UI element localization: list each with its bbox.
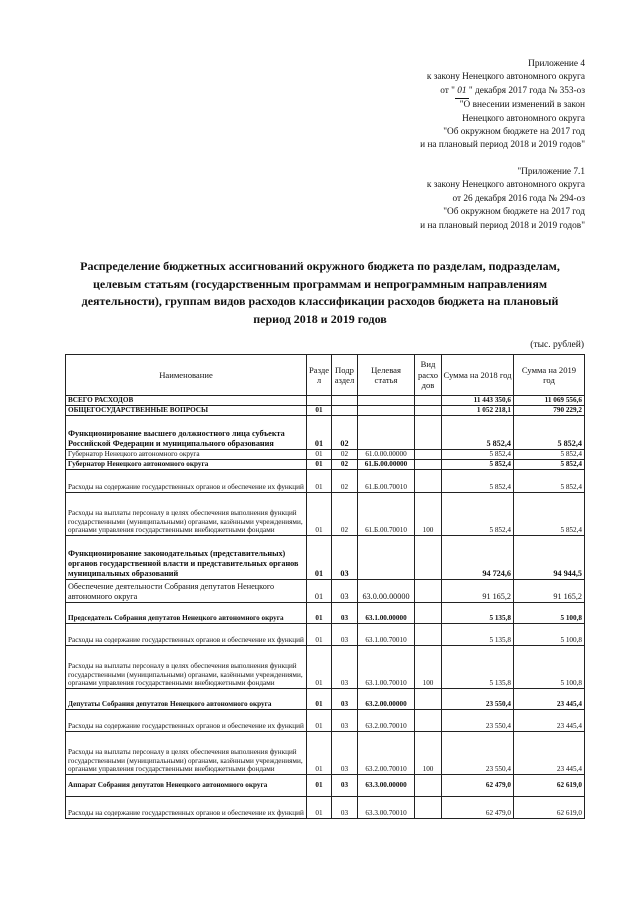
table-row [66, 406, 585, 416]
header-expense-type: Вид расхо дов [415, 355, 442, 396]
row-podrazdel: 03 [332, 580, 358, 603]
row-vid [415, 450, 442, 460]
row-sum-2019: 23 445,4 [514, 689, 585, 710]
row-name: Расходы на содержание государственных органов и обеспечение их функций [66, 710, 307, 732]
row-podrazdel: 03 [332, 797, 358, 819]
row-sum-2018: 23 550,4 [442, 689, 514, 710]
row-podrazdel: 03 [332, 775, 358, 797]
appendix-4-line: к закону Ненецкого автономного округа [426, 72, 585, 83]
row-razdel: 01 [307, 797, 332, 819]
row-razdel: 01 [307, 775, 332, 797]
row-vid [415, 416, 442, 450]
row-statya: 61.Б.00.70010 [358, 470, 415, 493]
appendix-7-1-line: "Приложение 7.1 [517, 167, 585, 177]
row-podrazdel: 02 [332, 416, 358, 450]
row-statya: 63.1.00.70010 [358, 646, 415, 689]
appendix-4-line: Ненецкого автономного округа [462, 113, 585, 124]
row-vid [415, 536, 442, 580]
row-sum-2018: 5 135,8 [442, 603, 514, 624]
table-row [66, 689, 585, 710]
table-row [66, 624, 585, 646]
row-razdel: 01 [307, 406, 332, 416]
appendix-4-line: "О внесении изменений в закон [459, 100, 585, 111]
row-sum-2019: 11 069 556,6 [514, 396, 585, 406]
header-name: Наименование [66, 355, 307, 396]
units-label: (тыс. рублей) [530, 340, 584, 350]
row-statya: 63.3.00.70010 [358, 797, 415, 819]
appendix-4-date-line [420, 85, 585, 99]
row-statya [358, 416, 415, 450]
row-sum-2019: 23 445,4 [514, 732, 585, 775]
row-vid: 100 [415, 732, 442, 775]
row-name: ВСЕГО РАСХОДОВ [66, 396, 307, 406]
table-row [66, 646, 585, 689]
header-target-article: Целевая статья [358, 355, 415, 396]
table-row [66, 493, 585, 536]
date-prefix: от " [440, 85, 455, 96]
document-title: Распределение бюджетных ассигнований окружного бюджета по разделам, подразделам, целевым статьям (государственным программам и непрограммным направлениям деятельности), группам видов расходов классификации расходов бюджета на плановый период 2018 и 2019 годов [80, 259, 560, 326]
row-sum-2019: 62 619,0 [514, 775, 585, 797]
row-vid [415, 775, 442, 797]
budget-table [65, 354, 585, 819]
row-statya: 61.Б.00.70010 [358, 493, 415, 536]
row-statya [358, 536, 415, 580]
row-statya: 61.0.00.00000 [358, 450, 415, 460]
row-vid [415, 460, 442, 470]
row-vid [415, 603, 442, 624]
row-vid: 100 [415, 493, 442, 536]
row-razdel [307, 396, 332, 406]
row-sum-2018: 94 724,6 [442, 536, 514, 580]
row-sum-2019: 5 852,4 [514, 460, 585, 470]
table-row [66, 416, 585, 450]
row-razdel: 01 [307, 460, 332, 470]
row-sum-2019: 5 852,4 [514, 416, 585, 450]
row-name: Депутаты Собрания депутатов Ненецкого автономного округа [66, 689, 307, 710]
row-name: Расходы на выплаты персоналу в целях обеспечения выполнения функций государственными (муниципальными) органами, казёнными учреждениями, органами управления государственными внебюджетными фондами [66, 732, 307, 775]
row-name: Губернатор Ненецкого автономного округа [66, 450, 307, 460]
row-name: Губернатор Ненецкого автономного округа [66, 460, 307, 470]
row-razdel: 01 [307, 624, 332, 646]
row-name: Расходы на выплаты персоналу в целях обеспечения выполнения функций государственными (муниципальными) органами, казёнными учреждениями, органами управления государственными внебюджетными фондами [66, 646, 307, 689]
row-sum-2019: 5 100,8 [514, 646, 585, 689]
table-row [66, 396, 585, 406]
header-sum-2018: Сумма на 2018 год [442, 355, 514, 396]
row-statya: 63.1.00.70010 [358, 624, 415, 646]
row-podrazdel: 03 [332, 732, 358, 775]
row-name: Расходы на содержание государственных органов и обеспечение их функций [66, 624, 307, 646]
row-sum-2019: 5 852,4 [514, 493, 585, 536]
row-vid [415, 710, 442, 732]
row-razdel: 01 [307, 603, 332, 624]
row-statya: 63.3.00.00000 [358, 775, 415, 797]
row-podrazdel: 02 [332, 493, 358, 536]
row-podrazdel: 03 [332, 689, 358, 710]
row-statya: 63.0.00.00000 [358, 580, 415, 603]
row-vid [415, 624, 442, 646]
row-name: Обеспечение деятельности Собрания депутатов Ненецкого автономного округа [66, 580, 307, 603]
row-statya: 61.Б.00.00000 [358, 460, 415, 470]
row-razdel: 01 [307, 689, 332, 710]
appendix-7-1-line: и на плановый период 2018 и 2019 годов" [420, 220, 585, 231]
row-sum-2019: 5 852,4 [514, 450, 585, 460]
appendix-7-1-note [420, 166, 585, 233]
row-razdel: 01 [307, 493, 332, 536]
row-podrazdel: 03 [332, 536, 358, 580]
row-sum-2018: 1 052 218,1 [442, 406, 514, 416]
row-podrazdel: 02 [332, 460, 358, 470]
row-statya [358, 406, 415, 416]
row-razdel: 01 [307, 536, 332, 580]
row-sum-2018: 5 852,4 [442, 470, 514, 493]
appendix-4-line: "Об окружном бюджете на 2017 год [443, 127, 585, 138]
row-sum-2018: 23 550,4 [442, 732, 514, 775]
table-row [66, 732, 585, 775]
row-podrazdel: 02 [332, 470, 358, 493]
row-statya: 63.2.00.00000 [358, 689, 415, 710]
row-vid [415, 689, 442, 710]
row-sum-2018: 5 135,8 [442, 646, 514, 689]
row-podrazdel: 02 [332, 450, 358, 460]
row-name: Расходы на содержание государственных органов и обеспечение их функций [66, 797, 307, 819]
table-row [66, 536, 585, 580]
row-sum-2018: 5 852,4 [442, 450, 514, 460]
row-sum-2019: 94 944,5 [514, 536, 585, 580]
row-sum-2019: 91 165,2 [514, 580, 585, 603]
row-podrazdel: 03 [332, 710, 358, 732]
row-razdel: 01 [307, 580, 332, 603]
row-podrazdel [332, 406, 358, 416]
row-sum-2018: 62 479,0 [442, 797, 514, 819]
handwritten-day: 01 [455, 85, 469, 99]
row-vid [415, 580, 442, 603]
row-statya: 63.1.00.00000 [358, 603, 415, 624]
table-row [66, 797, 585, 819]
date-suffix: " декабря 2017 года № 353-оз [468, 85, 585, 96]
appendix-4-note [420, 58, 585, 153]
row-name: Расходы на содержание государственных органов и обеспечение их функций [66, 470, 307, 493]
row-razdel: 01 [307, 710, 332, 732]
row-podrazdel: 03 [332, 603, 358, 624]
row-vid [415, 396, 442, 406]
row-name: Расходы на выплаты персоналу в целях обеспечения выполнения функций государственными (муниципальными) органами, казёнными учреждениями, органами управления государственными внебюджетными фондами [66, 493, 307, 536]
row-sum-2019: 62 619,0 [514, 797, 585, 819]
row-sum-2018: 5 852,4 [442, 493, 514, 536]
appendix-7-1-line: "Об окружном бюджете на 2017 год [443, 207, 585, 218]
row-sum-2018: 5 852,4 [442, 460, 514, 470]
table-row [66, 580, 585, 603]
table-row [66, 603, 585, 624]
row-sum-2019: 790 229,2 [514, 406, 585, 416]
table-row [66, 460, 585, 470]
row-name: Председатель Собрания депутатов Ненецкого автономного округа [66, 603, 307, 624]
row-sum-2019: 5 100,8 [514, 603, 585, 624]
row-razdel: 01 [307, 450, 332, 460]
table-row [66, 470, 585, 493]
appendix-4-line: и на плановый период 2018 и 2019 годов" [420, 140, 585, 151]
header-podrazdel: Подр аздел [332, 355, 358, 396]
row-sum-2019: 5 852,4 [514, 470, 585, 493]
appendix-7-1-line: от 26 декабря 2016 года № 294-оз [452, 193, 585, 204]
row-name: Аппарат Собрания депутатов Ненецкого автономного округа [66, 775, 307, 797]
header-razdel: Разде л [307, 355, 332, 396]
row-vid [415, 797, 442, 819]
table-row [66, 450, 585, 460]
row-vid: 100 [415, 646, 442, 689]
row-vid [415, 470, 442, 493]
table-row [66, 775, 585, 797]
row-razdel: 01 [307, 470, 332, 493]
row-sum-2019: 23 445,4 [514, 710, 585, 732]
row-podrazdel: 03 [332, 624, 358, 646]
row-sum-2018: 91 165,2 [442, 580, 514, 603]
row-razdel: 01 [307, 732, 332, 775]
row-sum-2018: 11 443 350,6 [442, 396, 514, 406]
row-statya: 63.2.00.70010 [358, 710, 415, 732]
row-sum-2018: 5 852,4 [442, 416, 514, 450]
row-razdel: 01 [307, 646, 332, 689]
row-vid [415, 406, 442, 416]
row-sum-2018: 23 550,4 [442, 710, 514, 732]
row-name: Функционирование высшего должностного лица субъекта Российской Федерации и муниципального образования [66, 416, 307, 450]
row-statya: 63.2.00.70010 [358, 732, 415, 775]
row-sum-2019: 5 100,8 [514, 624, 585, 646]
row-name: Функционирование законодательных (представительных) органов государственной власти и представительных органов муниципальных образований [66, 536, 307, 580]
header-sum-2019: Сумма на 2019 год [514, 355, 585, 396]
table-row [66, 710, 585, 732]
row-sum-2018: 5 135,8 [442, 624, 514, 646]
appendix-4-line: Приложение 4 [528, 59, 585, 69]
row-podrazdel [332, 396, 358, 406]
table-header-row [66, 355, 585, 396]
row-podrazdel: 03 [332, 646, 358, 689]
row-razdel: 01 [307, 416, 332, 450]
row-statya [358, 396, 415, 406]
row-name: ОБЩЕГОСУДАРСТВЕННЫЕ ВОПРОСЫ [66, 406, 307, 416]
row-sum-2018: 62 479,0 [442, 775, 514, 797]
appendix-7-1-line: к закону Ненецкого автономного округа [426, 180, 585, 191]
